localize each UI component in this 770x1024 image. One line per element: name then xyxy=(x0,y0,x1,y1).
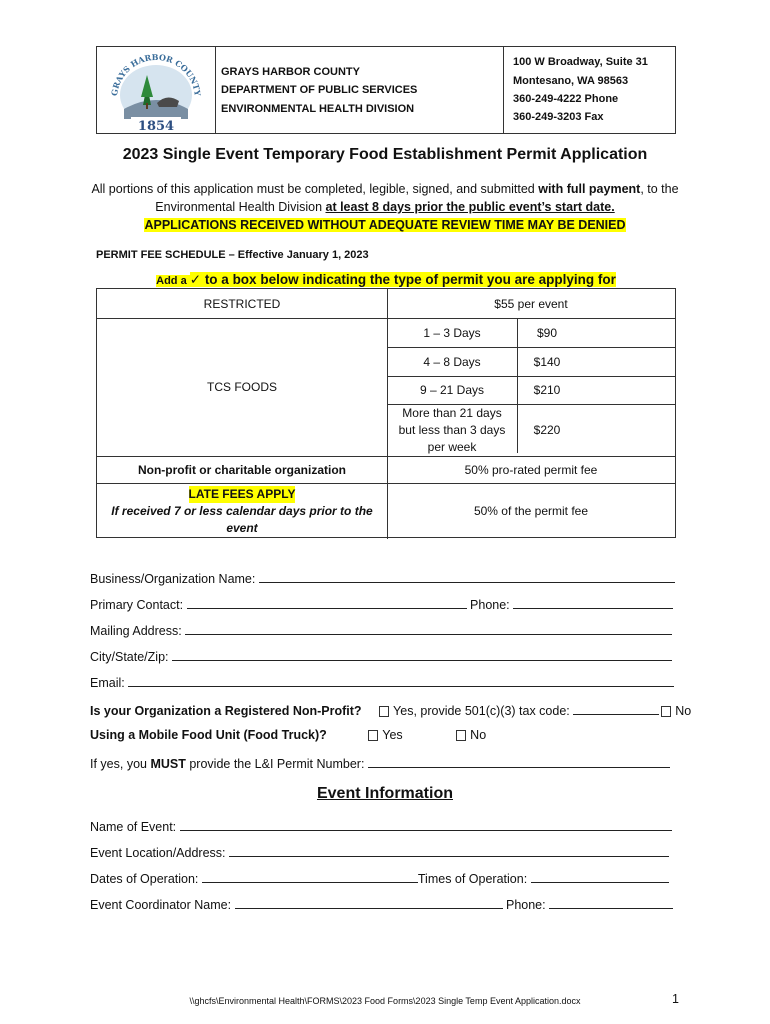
coordinator-phone-label: Phone: xyxy=(502,898,550,912)
nonprofit-yes-checkbox[interactable] xyxy=(379,706,389,717)
mobile-no-label: No xyxy=(470,728,487,742)
event-name-label: Name of Event: xyxy=(90,820,180,834)
event-name-blank[interactable] xyxy=(180,818,672,831)
letterhead xyxy=(96,46,676,134)
permit-instruction xyxy=(96,271,676,289)
business-name-blank[interactable] xyxy=(259,570,675,583)
tax-code-blank[interactable] xyxy=(573,702,659,715)
tcs-fee-4: $220 xyxy=(533,423,561,437)
times-label: Times of Operation: xyxy=(417,872,531,886)
restricted-fee: $55 per event xyxy=(494,296,568,311)
late-fee-desc: If received 7 or less calendar days prior to the event xyxy=(111,503,373,535)
li-must: MUST xyxy=(150,757,186,771)
coordinator-phone-blank[interactable] xyxy=(549,896,673,909)
city-state-zip-blank[interactable] xyxy=(172,648,672,661)
mailing-address-label: Mailing Address: xyxy=(90,624,186,638)
instruction-prefix: Add a xyxy=(156,275,190,287)
org-line-department: DEPARTMENT OF PUBLIC SERVICES xyxy=(221,84,418,96)
email-blank[interactable] xyxy=(128,674,674,687)
city-state-zip-field[interactable] xyxy=(90,648,672,664)
intro-text-2: , to the Environmental Health Division xyxy=(155,182,679,214)
logo-cell xyxy=(97,47,216,133)
coordinator-label: Event Coordinator Name: xyxy=(90,898,235,912)
tcs-duration-4: More than 21 days but less than 3 days per week xyxy=(398,405,506,454)
nonprofit-question xyxy=(90,702,691,718)
intro-deadline: at least 8 days prior the public event’s start date. xyxy=(325,200,615,214)
intro-bold: with full payment xyxy=(538,182,641,196)
li-permit-field[interactable] xyxy=(90,755,670,771)
county-seal-logo xyxy=(97,47,215,135)
nonprofit-question-label: Is your Organization a Registered Non-Profit? xyxy=(90,704,362,718)
late-fee-amount: 50% of the permit fee xyxy=(473,504,589,518)
event-coordinator-field[interactable] xyxy=(90,896,673,912)
fee-table xyxy=(96,288,676,538)
contact-phone-label: Phone: xyxy=(466,598,514,612)
address-city: Montesano, WA 98563 xyxy=(513,75,629,87)
nonprofit-label: Non-profit or charitable organization xyxy=(137,462,346,477)
instruction-text: to a box below indicating the type of permit you are applying for xyxy=(201,272,616,287)
dates-label: Dates of Operation: xyxy=(90,872,202,886)
event-section-title: Event Information xyxy=(316,785,453,802)
nonprofit-no-checkbox[interactable] xyxy=(661,706,671,717)
page-number: 1 xyxy=(672,992,679,1006)
intro-text-1: All portions of this application must be completed, legible, signed, and submitted xyxy=(91,182,539,196)
li-prefix: If yes, you xyxy=(90,757,151,771)
mailing-address-field[interactable] xyxy=(90,622,672,638)
tcs-fee-3: $210 xyxy=(533,383,561,397)
check-mark-icon: ✓ xyxy=(189,272,202,287)
mobile-no-checkbox[interactable] xyxy=(456,730,466,741)
event-name-field[interactable] xyxy=(90,818,672,834)
email-label: Email: xyxy=(90,676,129,690)
tcs-duration-2: 4 – 8 Days xyxy=(423,354,481,369)
event-location-field[interactable] xyxy=(90,844,669,860)
tcs-fee-2: $140 xyxy=(533,354,561,369)
business-name-field[interactable] xyxy=(90,570,675,586)
intro-paragraph xyxy=(60,180,710,234)
mobile-yes-checkbox[interactable] xyxy=(368,730,378,741)
org-cell xyxy=(215,47,504,133)
email-field[interactable] xyxy=(90,674,674,690)
seal-arc-text: GRAYS HARBOR COUNTY xyxy=(109,51,203,97)
nonprofit-fee: 50% pro-rated permit fee xyxy=(464,462,598,477)
primary-contact-label: Primary Contact: xyxy=(90,598,187,612)
tcs-fee-1: $90 xyxy=(536,325,558,340)
nonprofit-yes-label: Yes, provide 501(c)(3) tax code: xyxy=(393,704,574,718)
address-street: 100 W Broadway, Suite 31 xyxy=(513,56,648,68)
tcs-duration-1: 1 – 3 Days xyxy=(423,325,481,340)
tcs-duration-3: 9 – 21 Days xyxy=(419,383,485,397)
nonprofit-no-label: No xyxy=(675,704,692,718)
dates-blank[interactable] xyxy=(202,870,418,883)
org-line-county: GRAYS HARBOR COUNTY xyxy=(221,66,360,78)
footer-file-path: \\ghcfs\Environmental Health\FORMS\2023 Food Forms\2023 Single Temp Event Application.docx xyxy=(189,996,581,1006)
address-phone: 360-249-4222 Phone xyxy=(513,93,619,105)
tcs-foods-label: TCS FOODS xyxy=(206,380,277,394)
seal-year: 1854 xyxy=(137,119,175,134)
org-line-division: ENVIRONMENTAL HEALTH DIVISION xyxy=(221,103,415,115)
fee-schedule-label: PERMIT FEE SCHEDULE – Effective January 1, 2023 xyxy=(96,249,369,261)
li-permit-blank[interactable] xyxy=(368,755,670,768)
mailing-address-blank[interactable] xyxy=(185,622,672,635)
event-location-blank[interactable] xyxy=(229,844,669,857)
primary-contact-field[interactable] xyxy=(90,596,673,612)
mobile-yes-label: Yes xyxy=(382,728,403,742)
coordinator-blank[interactable] xyxy=(235,896,503,909)
times-blank[interactable] xyxy=(531,870,669,883)
li-suffix: provide the L&I Permit Number: xyxy=(185,757,368,771)
mobile-unit-question xyxy=(90,728,486,742)
mobile-unit-question-label: Using a Mobile Food Unit (Food Truck)? xyxy=(90,728,327,742)
event-location-label: Event Location/Address: xyxy=(90,846,229,860)
late-fee-cell xyxy=(97,483,387,539)
document-title: 2023 Single Event Temporary Food Establishment Permit Application xyxy=(122,146,648,163)
dates-times-field[interactable] xyxy=(90,870,669,886)
city-state-zip-label: City/State/Zip: xyxy=(90,650,172,664)
contact-phone-blank[interactable] xyxy=(513,596,673,609)
denial-warning: APPLICATIONS RECEIVED WITHOUT ADEQUATE REVIEW TIME MAY BE DENIED xyxy=(144,218,626,232)
business-name-label: Business/Organization Name: xyxy=(90,572,259,586)
late-fee-title: LATE FEES APPLY xyxy=(188,486,296,501)
address-cell xyxy=(503,47,675,133)
primary-contact-blank[interactable] xyxy=(187,596,467,609)
address-fax: 360-249-3203 Fax xyxy=(513,111,604,123)
restricted-label: RESTRICTED xyxy=(203,296,281,311)
